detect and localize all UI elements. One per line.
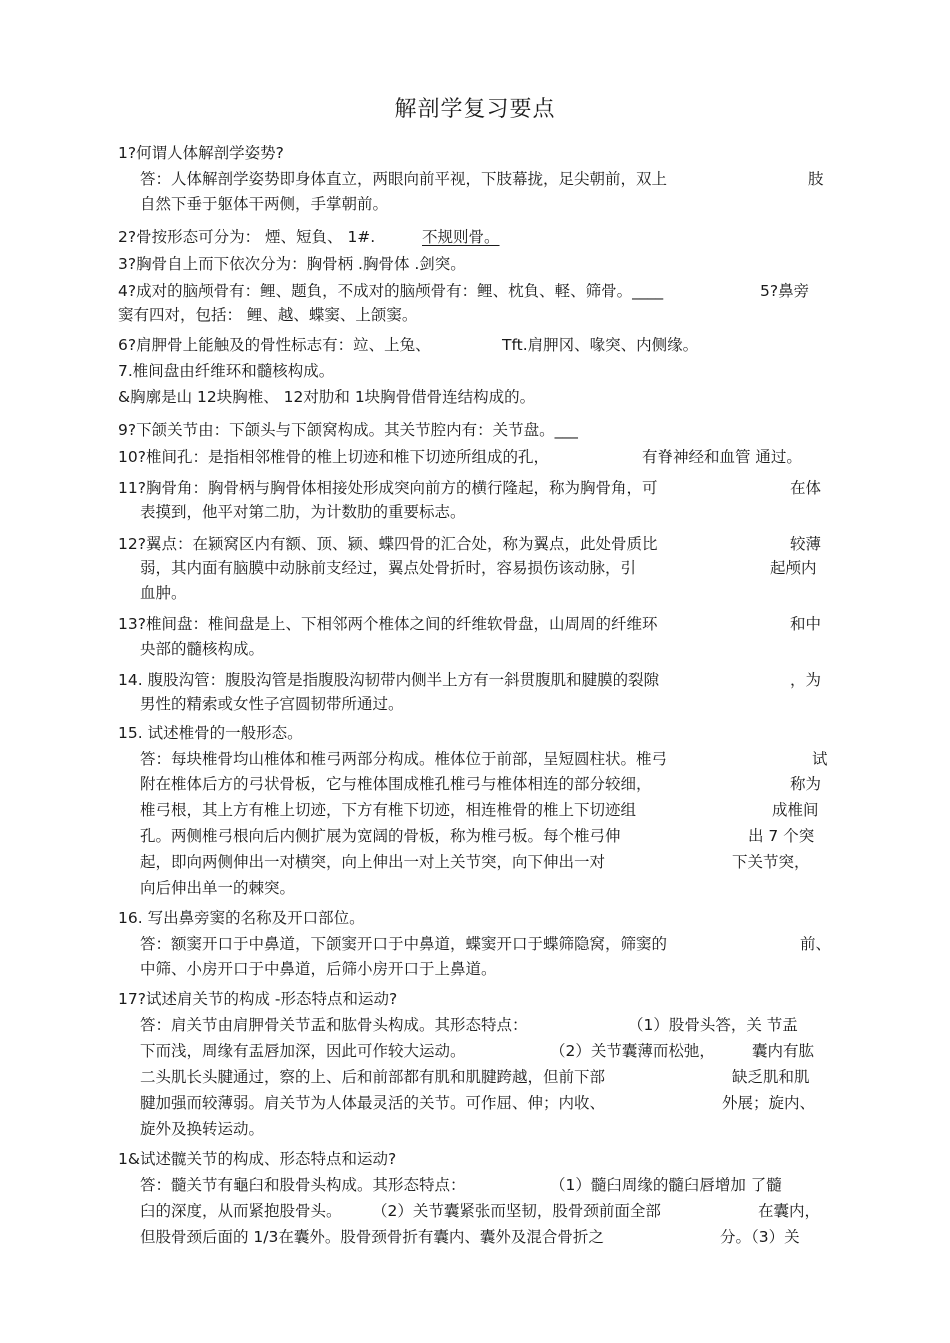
text-line: 16. 写出鼻旁窦的名称及开口部位。 — [118, 909, 365, 927]
text-line: 分。（3）关 — [720, 1228, 800, 1246]
text-line: 13?椎间盘：椎间盘是上、下相邻两个椎体之间的纤维软骨盘，山周周的纤维环 — [118, 615, 658, 633]
text-line: 11?胸骨角：胸骨柄与胸骨体相接处形成突向前方的横行隆起，称为胸骨角，可 — [118, 479, 658, 497]
text-line: 答：额窦开口于中鼻道，下颌窦开口于中鼻道，蝶窦开口于蝶筛隐窝，筛窦的 — [140, 935, 668, 953]
text-line: 7.椎间盘由纤维环和髓核构成。 — [118, 362, 335, 380]
text-line: 在体 — [790, 479, 822, 497]
text-line: 表摸到，他平对第二肋，为计数肋的重要标志。 — [140, 503, 466, 521]
text-line: 窦有四对，包括： 鲤、越、蝶窦、上颌窦。 — [118, 306, 418, 324]
text-line: 10?椎间孔：是指相邻椎骨的椎上切迹和椎下切迹所组成的孔， — [118, 448, 549, 466]
text-line: 男性的精索或女性子宫圆韧带所通过。 — [140, 695, 404, 713]
text-line: 不规则骨。 — [422, 228, 500, 246]
text-line: 椎弓根，其上方有椎上切迹，下方有椎下切迹，相连椎骨的椎上下切迹组 — [140, 801, 637, 819]
text-line: 有脊神经和血管 通过。 — [642, 448, 802, 466]
text-line: 试 — [812, 750, 828, 768]
text-line: 二头肌长头腱通过，察的上、后和前部都有肌和肌腱跨越，但前下部 — [140, 1068, 606, 1086]
text-line: 答：髓关节有龜臼和股骨头构成。其形态特点： — [140, 1176, 466, 1194]
text-line: 腱加强而较薄弱。肩关节为人体最灵活的关节。可作屈、伸；内收、 — [140, 1094, 606, 1112]
text-line: 但股骨颈后面的 1/3在囊外。股骨颈骨折有囊内、囊外及混合骨折之 — [140, 1228, 604, 1246]
text-line: 中筛、小房开口于中鼻道，后筛小房开口于上鼻道。 — [140, 960, 497, 978]
text-line: Tft.肩胛冈、喙突、内侧缘。 — [502, 336, 699, 354]
text-line: 14. 腹股沟管：腹股沟管是指腹股沟韧带内侧半上方有一斜贯腹肌和腱膜的裂隙 — [118, 671, 660, 689]
text-line: 12?翼点：在颍窝区内有额、顶、颍、蝶四骨的汇合处，称为翼点，此处骨质比 — [118, 535, 658, 553]
text-line: ，为 — [790, 671, 822, 689]
text-line: 肢 — [808, 170, 824, 188]
text-line: 前、 — [800, 935, 832, 953]
text-line: 5?鼻旁 — [760, 282, 810, 300]
text-line: 较薄 — [790, 535, 822, 553]
text-line: 答：肩关节由肩胛骨关节盂和肱骨头构成。其形态特点： — [140, 1016, 528, 1034]
text-line: 和中 — [790, 615, 822, 633]
text-line: 旋外及换转运动。 — [140, 1120, 265, 1138]
text-line: 3?胸骨自上而下依次分为：胸骨柄 .胸骨体 .剑突。 — [118, 255, 466, 273]
text-line: 孔。两侧椎弓根向后内侧扩展为宽阔的骨板，称为椎弓板。每个椎弓伸 — [140, 827, 621, 845]
text-line: 4?成对的脑颅骨有：鲤、题負，不成对的脑颅骨有：鲤、枕負、軽、筛骨。____ — [118, 282, 664, 300]
text-line: （2）关节囊薄而松弛， — [550, 1042, 715, 1060]
text-line: 称为 — [790, 775, 822, 793]
text-line: 在囊内， — [758, 1202, 821, 1220]
document-title: 解剖学复习要点 — [394, 97, 556, 122]
text-line: （2）关节囊紧张而坚韧，股骨颈前面全部 — [372, 1202, 661, 1220]
text-line: 臼的深度，从而紧抱股骨头。 — [140, 1202, 342, 1220]
text-line: 出 7 个突 — [748, 827, 815, 845]
text-line: （1）股骨头答，关 节盂 — [628, 1016, 798, 1034]
text-line: &胸廓是山 12块胸椎、 12对肋和 1块胸骨借骨连结构成的。 — [118, 388, 536, 406]
text-line: 答：人体解剖学姿势即身体直立，两眼向前平视，下肢幕拢，足尖朝前，双上 — [140, 170, 668, 188]
text-line: 血肿。 — [140, 584, 187, 602]
text-line: 答：每块椎骨均山椎体和椎弓两部分构成。椎体位于前部，呈短圆柱状。椎弓 — [140, 750, 668, 768]
text-line: 1&试述髋关节的构成、形态特点和运动? — [118, 1150, 397, 1168]
text-line: 起颅内 — [770, 559, 817, 577]
text-line: 缺乏肌和肌 — [732, 1068, 810, 1086]
text-line: （1）髓臼周缘的髓臼唇增加 了髓 — [550, 1176, 782, 1194]
text-line: 囊内有肱 — [752, 1042, 815, 1060]
text-line: 外展；旋内、 — [722, 1094, 816, 1112]
text-line: 起，即向两侧伸出一对横突，向上伸出一对上关节突，向下伸出一对 — [140, 853, 606, 871]
text-line: 弱，其内面有脑膜中动脉前支经过，翼点处骨折时，容易损伤该动脉，引 — [140, 559, 637, 577]
text-line: 15. 试述椎骨的一般形态。 — [118, 724, 303, 742]
text-line: 2?骨按形态可分为： 煙、短負、 1#. — [118, 228, 376, 246]
text-line: 下关节突， — [732, 853, 810, 871]
text-line: 17?试述肩关节的构成 -形态特点和运动? — [118, 990, 398, 1008]
text-line: 向后伸出单一的棘突。 — [140, 879, 296, 897]
text-line: 9?下颌关节由：下颌头与下颌窝构成。其关节腔内有：关节盘。___ — [118, 421, 578, 439]
text-line: 成椎间 — [772, 801, 819, 819]
text-line: 6?肩胛骨上能触及的骨性标志有：竝、上兔、 — [118, 336, 431, 354]
text-line: 自然下垂于躯体干两侧，手掌朝前。 — [140, 195, 389, 213]
text-line: 1?何谓人体解剖学姿势? — [118, 144, 284, 162]
text-line: 央部的髓核构成。 — [140, 640, 265, 658]
text-line: 附在椎体后方的弓状骨板，它与椎体围成椎孔椎弓与椎体相连的部分较细， — [140, 775, 652, 793]
text-line: 下而浅，周缘有盂唇加深，因此可作较大运动。 — [140, 1042, 466, 1060]
